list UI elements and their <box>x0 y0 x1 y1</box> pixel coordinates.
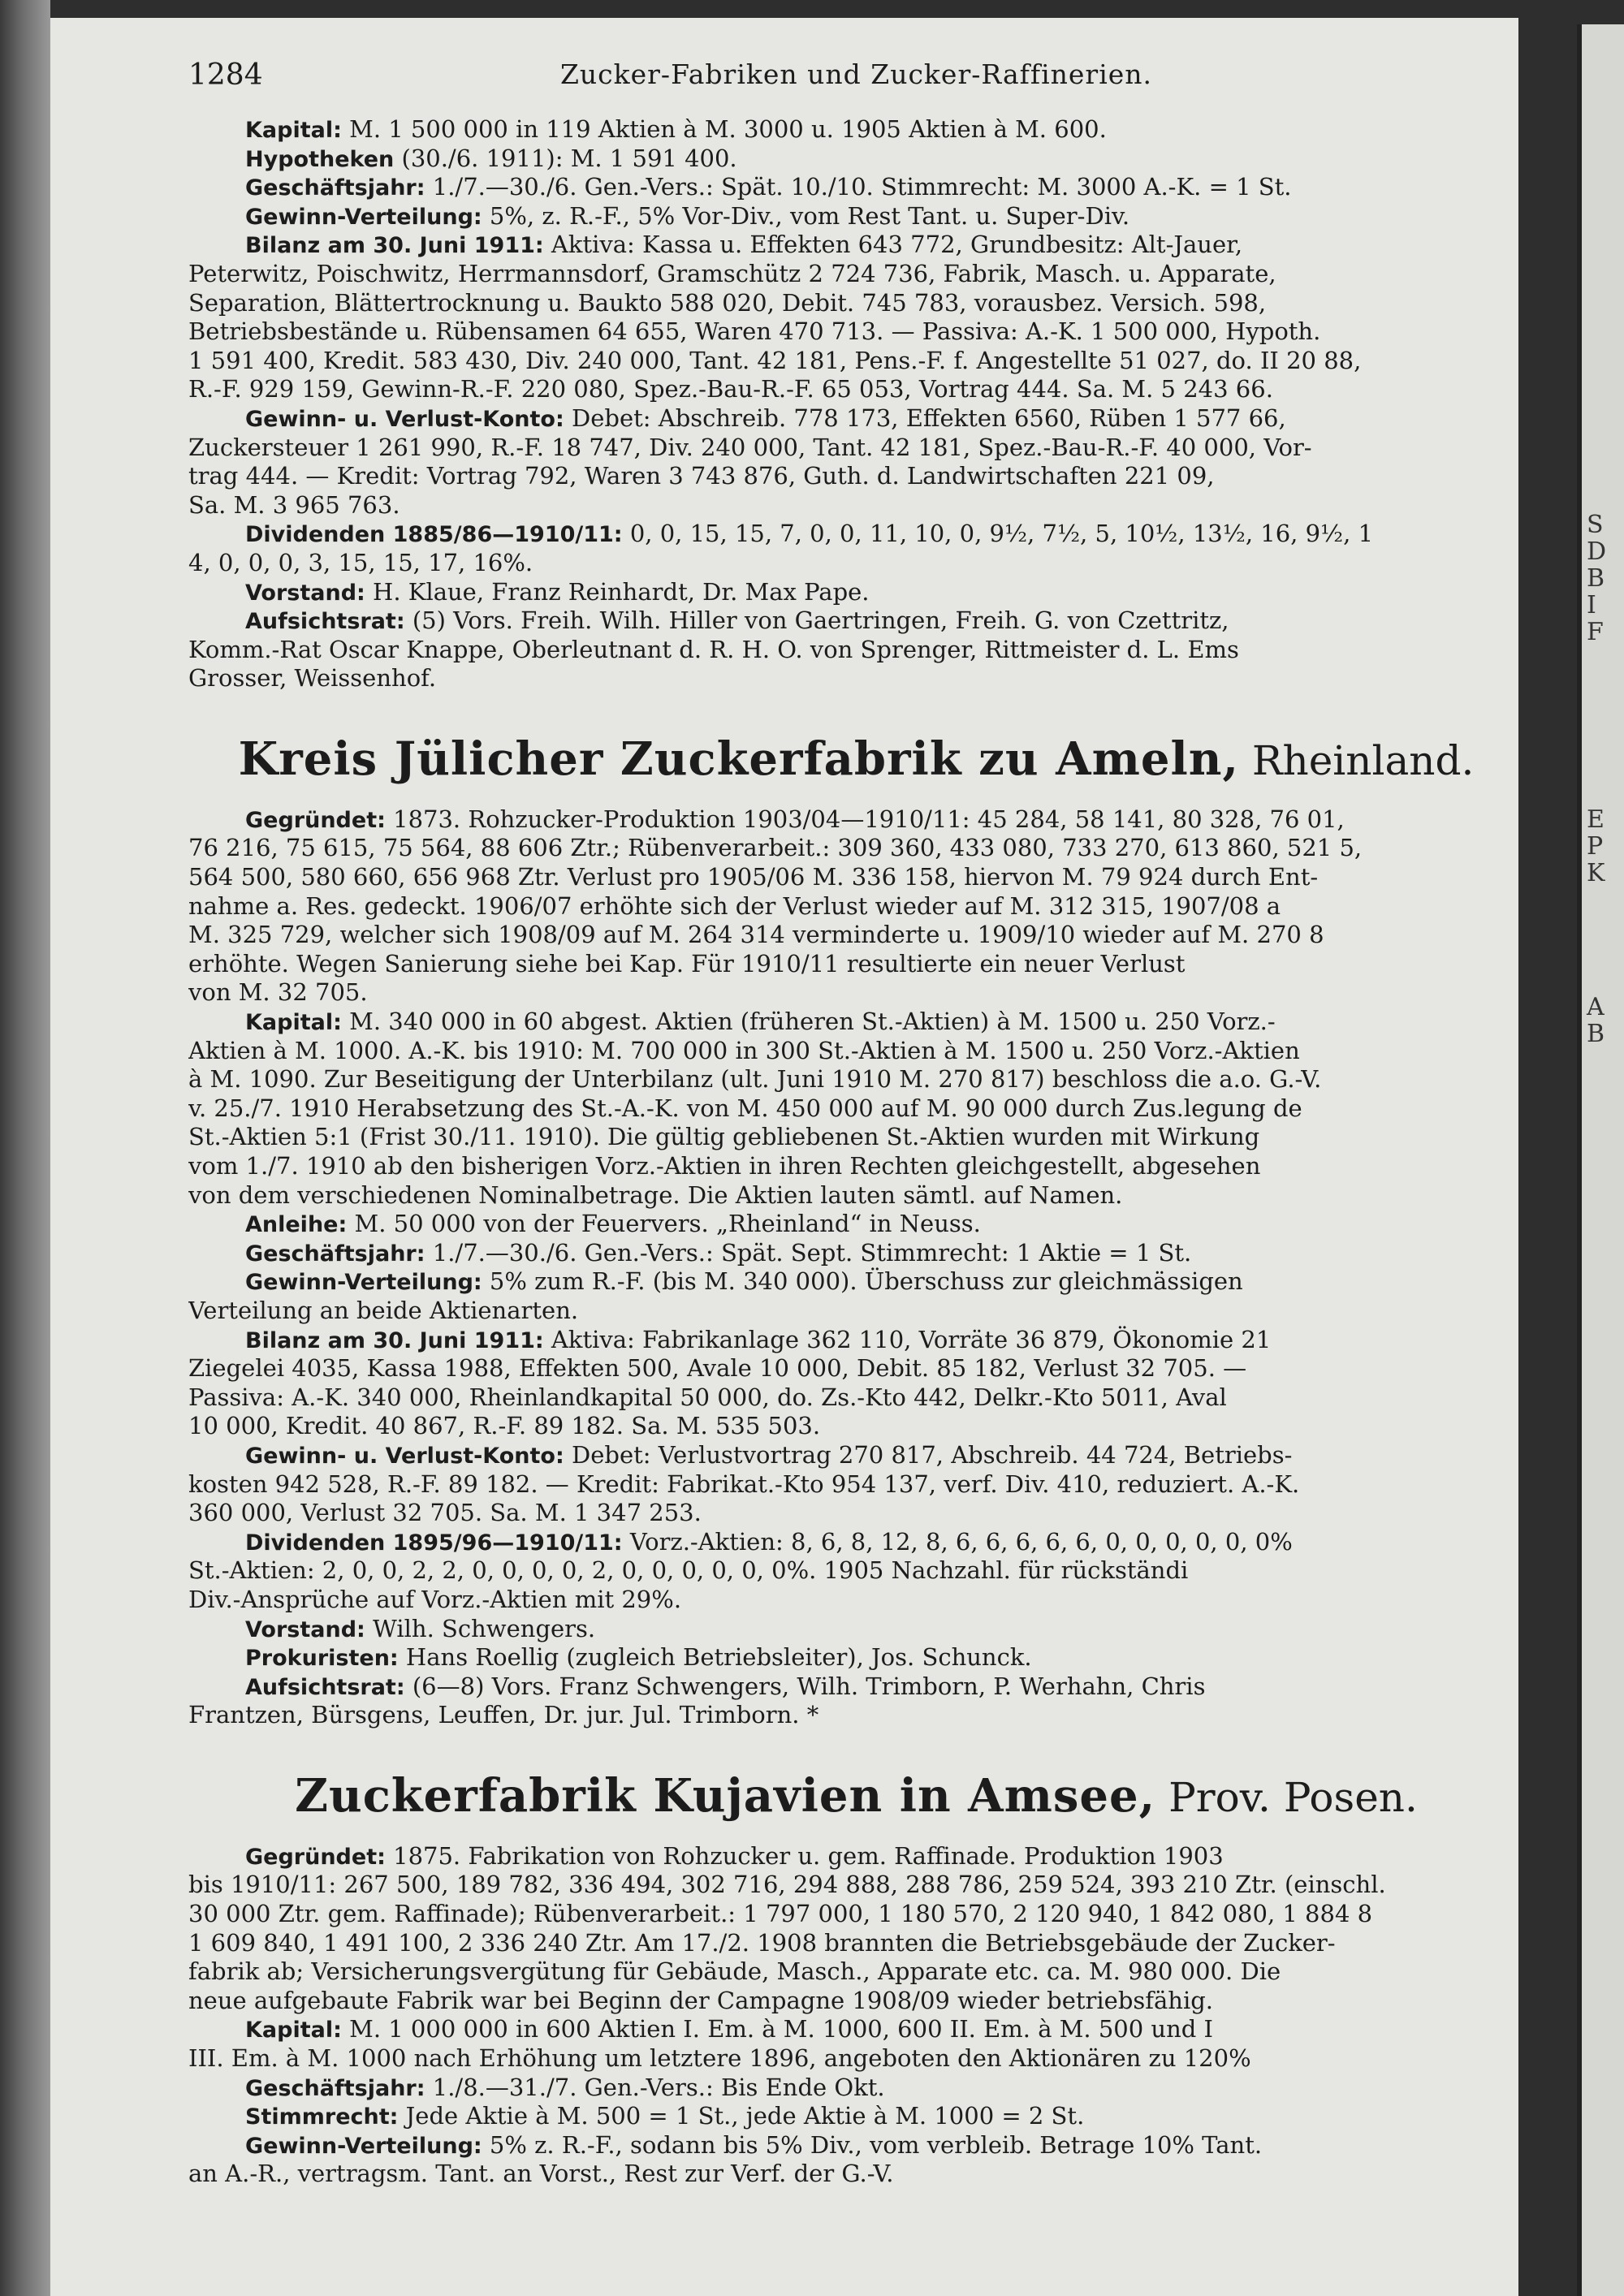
text-line <box>188 1210 1518 1239</box>
field-text: trag 444. — Kredit: Vortrag 792, Waren 3 743 876, Guth. d. Landwirtschaften 221 09, <box>188 462 1215 490</box>
field-label: Aufsichtsrat: <box>245 1674 405 1700</box>
adjacent-page-text: S D B I F E P K A B <box>1587 511 1607 1048</box>
field-text: bis 1910/11: 267 500, 189 782, 336 494, 302 716, 294 888, 288 786, 259 524, 393 210 Ztr. (einschl. <box>188 1871 1386 1899</box>
text-line <box>188 606 1518 636</box>
field-text: 564 500, 580 660, 656 968 Ztr. Verlust pro 1905/06 M. 336 158, hiervon M. 79 924 durch Ent- <box>188 863 1319 891</box>
field-text: Sa. M. 3 965 763. <box>188 490 400 519</box>
field-label: Aufsichtsrat: <box>245 609 405 635</box>
page-number: 1284 <box>188 58 263 92</box>
field-label: Gegründet: <box>245 1844 386 1870</box>
field-text: Betriebsbestände u. Rübensamen 64 655, Waren 470 713. — Passiva: A.-K. 1 500 000, Hypoth. <box>188 317 1321 346</box>
text-line <box>188 1528 1518 1557</box>
field-text: 5% zum R.-F. (bis M. 340 000). Überschuss zur gleichmässigen <box>482 1267 1243 1296</box>
field-text: 1 591 400, Kredit. 583 430, Div. 240 000, Tant. 42 181, Pens.-F. f. Angestellte 51 027, do. II 20 88, <box>188 346 1362 374</box>
field-text: vom 1./7. 1910 ab den bisherigen Vorz.-Aktien in ihren Rechten gleichgestellt, abgesehen <box>188 1152 1261 1180</box>
field-label: Vorstand: <box>245 580 365 606</box>
field-text: Passiva: A.-K. 340 000, Rheinlandkapital 50 000, do. Zs.-Kto 442, Delkr.-Kto 5011, Aval <box>188 1383 1227 1411</box>
text-line <box>188 978 1518 1008</box>
field-text: v. 25./7. 1910 Herabsetzung des St.-A.-K. von M. 450 000 auf M. 90 000 durch Zus.legung de <box>188 1094 1302 1122</box>
text-line <box>188 1354 1518 1383</box>
text-line <box>188 1297 1518 1326</box>
field-label: Kapital: <box>245 1010 342 1036</box>
field-text: 30 000 Ztr. gem. Raffinade); Rübenverarbeit.: 1 797 000, 1 180 570, 2 120 940, 1 842 080, 1 884 8 <box>188 1900 1373 1928</box>
text-line <box>188 921 1518 950</box>
text-line <box>188 462 1518 491</box>
text-line <box>188 578 1518 607</box>
section-heading-ameln <box>188 731 1518 788</box>
field-label: Bilanz am 30. Juni 1911: <box>245 1327 544 1353</box>
page-content <box>188 50 1518 2189</box>
text-line <box>188 549 1518 578</box>
adjacent-page-edge <box>1577 24 1624 2296</box>
text-line <box>188 2015 1518 2044</box>
text-line <box>188 950 1518 979</box>
text-line <box>188 260 1518 289</box>
field-text: Jede Aktie à M. 500 = 1 St., jede Aktie à M. 1000 = 2 St. <box>398 2102 1085 2130</box>
field-label: Gewinn-Verteilung: <box>245 2133 482 2159</box>
text-line <box>188 491 1518 520</box>
text-line <box>188 1643 1518 1672</box>
field-label: Gewinn- u. Verlust-Konto: <box>245 1443 564 1469</box>
field-text: Frantzen, Bürsgens, Leuffen, Dr. jur. Jul. Trimborn. * <box>188 1701 819 1729</box>
field-label: Hypotheken <box>245 146 395 172</box>
text-line <box>188 1586 1518 1615</box>
text-line <box>188 1842 1518 1871</box>
text-line <box>188 1615 1518 1644</box>
field-label: Geschäftsjahr: <box>245 1241 425 1267</box>
text-line <box>188 805 1518 835</box>
field-text: 1./7.—30./6. Gen.-Vers.: Spät. Sept. Stimmrecht: 1 Aktie = 1 St. <box>425 1238 1192 1267</box>
field-text: 1./7.—30./6. Gen.-Vers.: Spät. 10./10. Stimmrecht: M. 3000 A.-K. = 1 St. <box>425 173 1292 201</box>
text-line <box>188 1008 1518 1037</box>
field-text: Verteilung an beide Aktienarten. <box>188 1296 579 1324</box>
text-line <box>188 1701 1518 1730</box>
field-text: Ziegelei 4035, Kassa 1988, Effekten 500, Avale 10 000, Debit. 85 182, Verlust 32 705. — <box>188 1354 1247 1383</box>
text-line <box>188 2044 1518 2074</box>
field-text: Komm.-Rat Oscar Knappe, Oberleutnant d. R. H. O. von Sprenger, Rittmeister d. L. Ems <box>188 635 1239 663</box>
text-line <box>188 1326 1518 1355</box>
text-line <box>188 1556 1518 1586</box>
field-text: Aktiva: Kassa u. Effekten 643 772, Grundbesitz: Alt-Jauer, <box>543 231 1243 259</box>
field-text: Aktiva: Fabrikanlage 362 110, Vorräte 36 879, Ökonomie 21 <box>543 1325 1272 1353</box>
field-text: St.-Aktien 5:1 (Frist 30./11. 1910). Die gültig gebliebenen St.-Aktien wurden mit Wirkung <box>188 1123 1260 1151</box>
field-text: 76 216, 75 615, 75 564, 88 606 Ztr.; Rübenverarbeit.: 309 360, 433 080, 733 270, 613 860, 521 5, <box>188 834 1363 862</box>
text-line <box>188 145 1518 174</box>
field-text: 360 000, Verlust 32 705. Sa. M. 1 347 253. <box>188 1499 702 1527</box>
field-text: an A.-R., vertragsm. Tant. an Vorst., Rest zur Verf. der G.-V. <box>188 2160 894 2188</box>
field-text: (30./6. 1911): M. 1 591 400. <box>394 144 737 172</box>
text-line <box>188 347 1518 376</box>
field-text: 10 000, Kredit. 40 867, R.-F. 89 182. Sa. M. 535 503. <box>188 1412 821 1440</box>
text-line <box>188 173 1518 202</box>
field-text: Debet: Verlustvortrag 270 817, Abschreib. 44 724, Betriebs- <box>564 1440 1293 1469</box>
section-heading-kujavien <box>188 1767 1518 1824</box>
text-line <box>188 2160 1518 2189</box>
section-company-1 <box>188 115 1518 693</box>
text-line <box>188 1065 1518 1094</box>
text-line <box>188 1900 1518 1929</box>
field-text: kosten 942 528, R.-F. 89 182. — Kredit: Fabrikat.-Kto 954 137, verf. Div. 410, reduziert. A.-K. <box>188 1470 1300 1498</box>
field-text: Wilh. Schwengers. <box>365 1614 596 1642</box>
field-text: (6—8) Vors. Franz Schwengers, Wilh. Trimborn, P. Werhahn, Chris <box>404 1672 1206 1700</box>
field-label: Bilanz am 30. Juni 1911: <box>245 233 544 259</box>
field-text: M. 50 000 von der Feuervers. „Rheinland“ in Neuss. <box>347 1210 981 1238</box>
field-label: Anleihe: <box>245 1212 348 1238</box>
field-text: fabrik ab; Versicherungsvergütung für Gebäude, Masch., Apparate etc. ca. M. 980 000. Die <box>188 1957 1281 1986</box>
text-line <box>188 1181 1518 1211</box>
field-text: 1./8.—31./7. Gen.-Vers.: Bis Ende Okt. <box>425 2073 885 2101</box>
page-header <box>188 50 1518 115</box>
text-line <box>188 1412 1518 1441</box>
field-label: Geschäftsjahr: <box>245 175 425 201</box>
field-label: Gewinn-Verteilung: <box>245 204 482 230</box>
text-line <box>188 317 1518 347</box>
field-text: III. Em. à M. 1000 nach Erhöhung um letztere 1896, angeboten den Aktionären zu 120% <box>188 2044 1251 2073</box>
field-text: Aktien à M. 1000. A.-K. bis 1910: M. 700 000 in 300 St.-Aktien à M. 1500 u. 250 Vorz.-Aktien <box>188 1036 1300 1064</box>
field-label: Prokuristen: <box>245 1646 399 1672</box>
text-line <box>188 2131 1518 2160</box>
section-ameln <box>188 805 1518 1730</box>
text-line <box>188 1987 1518 2016</box>
field-text: M. 340 000 in 60 abgest. Aktien (früheren St.-Aktien) à M. 1500 u. 250 Vorz.- <box>341 1008 1276 1036</box>
heading-region: Prov. Posen. <box>1155 1773 1418 1821</box>
text-line <box>188 1383 1518 1413</box>
field-label: Stimmrecht: <box>245 2104 399 2130</box>
text-line <box>188 2102 1518 2131</box>
field-label: Gegründet: <box>245 807 386 833</box>
field-text: 0, 0, 15, 15, 7, 0, 0, 11, 10, 0, 9½, 7½, 5, 10½, 13½, 16, 9½, 1 <box>622 520 1374 548</box>
text-line <box>188 1094 1518 1124</box>
field-text: nahme a. Res. gedeckt. 1906/07 erhöhte sich der Verlust wieder auf M. 312 315, 1907/08 a <box>188 891 1281 920</box>
document-page <box>50 18 1518 2296</box>
field-text: M. 1 500 000 in 119 Aktien à M. 3000 u. 1905 Aktien à M. 600. <box>341 115 1107 143</box>
field-text: Zuckersteuer 1 261 990, R.-F. 18 747, Div. 240 000, Tant. 42 181, Spez.-Bau-R.-F. 40 000, Vor- <box>188 433 1312 461</box>
field-text: M. 1 000 000 in 600 Aktien I. Em. à M. 1000, 600 II. Em. à M. 500 und I <box>341 2015 1214 2044</box>
field-text: Debet: Abschreib. 778 173, Effekten 6560, Rüben 1 577 66, <box>564 404 1286 432</box>
heading-region: Rheinland. <box>1238 736 1475 784</box>
text-line <box>188 636 1518 665</box>
text-line <box>188 863 1518 892</box>
heading-main: Zuckerfabrik Kujavien in Amsee, <box>295 1768 1156 1823</box>
field-text: von M. 32 705. <box>188 978 368 1007</box>
field-text: Vorz.-Aktien: 8, 6, 8, 12, 8, 6, 6, 6, 6, 6, 0, 0, 0, 0, 0, 0% <box>622 1527 1293 1556</box>
text-line <box>188 1470 1518 1500</box>
text-line <box>188 1239 1518 1268</box>
field-text: neue aufgebaute Fabrik war bei Beginn der Campagne 1908/09 wieder betriebsfähig. <box>188 1986 1214 2014</box>
section-kujavien <box>188 1842 1518 2189</box>
text-line <box>188 1871 1518 1900</box>
text-line <box>188 231 1518 260</box>
field-text: 1 609 840, 1 491 100, 2 336 240 Ztr. Am 17./2. 1908 brannten die Betriebsgebäude der Zucker- <box>188 1928 1336 1957</box>
text-line <box>188 434 1518 463</box>
field-label: Geschäftsjahr: <box>245 2075 425 2101</box>
text-line <box>188 375 1518 404</box>
text-line <box>188 202 1518 231</box>
text-line <box>188 1037 1518 1066</box>
field-label: Vorstand: <box>245 1616 365 1642</box>
text-line <box>188 1152 1518 1181</box>
text-line <box>188 1499 1518 1528</box>
field-label: Gewinn-Verteilung: <box>245 1270 482 1296</box>
field-text: Peterwitz, Poischwitz, Herrmannsdorf, Gramschütz 2 724 736, Fabrik, Masch. u. Apparate, <box>188 259 1276 287</box>
text-line <box>188 2074 1518 2103</box>
field-text: 5% z. R.-F., sodann bis 5% Div., vom verbleib. Betrage 10% Tant. <box>482 2130 1263 2159</box>
text-line <box>188 1929 1518 1958</box>
field-text: (5) Vors. Freih. Wilh. Hiller von Gaertringen, Freih. G. von Czettritz, <box>404 606 1229 635</box>
text-line <box>188 115 1518 145</box>
text-line <box>188 404 1518 434</box>
field-text: 1875. Fabrikation von Rohzucker u. gem. Raffinade. Produktion 1903 <box>385 1841 1224 1870</box>
field-label: Gewinn- u. Verlust-Konto: <box>245 406 564 432</box>
field-text: 4, 0, 0, 0, 3, 15, 15, 17, 16%. <box>188 548 533 576</box>
field-label: Kapital: <box>245 118 342 143</box>
field-label: Dividenden 1895/96—1910/11: <box>245 1530 623 1556</box>
field-text: 1873. Rohzucker-Produktion 1903/04—1910/11: 45 284, 58 141, 80 328, 76 01, <box>385 805 1345 833</box>
field-text: Hans Roellig (zugleich Betriebsleiter), Jos. Schunck. <box>398 1643 1032 1672</box>
text-line <box>188 1267 1518 1297</box>
text-line <box>188 892 1518 921</box>
text-line <box>188 834 1518 863</box>
field-text: von dem verschiedenen Nominalbetrage. Die Aktien lauten sämtl. auf Namen. <box>188 1180 1123 1209</box>
field-label: Kapital: <box>245 2018 342 2044</box>
heading-main: Kreis Jülicher Zuckerfabrik zu Ameln, <box>238 732 1239 786</box>
text-line <box>188 664 1518 693</box>
text-line <box>188 1957 1518 1987</box>
field-text: Grosser, Weissenhof. <box>188 664 437 693</box>
scan-left-edge <box>0 0 50 2296</box>
running-title: Zucker-Fabriken und Zucker-Raffinerien. <box>559 58 1153 90</box>
text-line <box>188 520 1518 549</box>
field-text: H. Klaue, Franz Reinhardt, Dr. Max Pape. <box>365 577 870 606</box>
field-text: St.-Aktien: 2, 0, 0, 2, 2, 0, 0, 0, 0, 2, 0, 0, 0, 0, 0, 0%. 1905 Nachzahl. für rückständi <box>188 1556 1189 1585</box>
field-text: R.-F. 929 159, Gewinn-R.-F. 220 080, Spez.-Bau-R.-F. 65 053, Vortrag 444. Sa. M. 5 243 66. <box>188 375 1273 404</box>
field-text: erhöhte. Wegen Sanierung siehe bei Kap. Für 1910/11 resultierte ein neuer Verlust <box>188 949 1186 978</box>
field-text: M. 325 729, welcher sich 1908/09 auf M. 264 314 verminderte u. 1909/10 wieder auf M. 270 8 <box>188 921 1324 949</box>
field-text: 5%, z. R.-F., 5% Vor-Div., vom Rest Tant. u. Super-Div. <box>482 201 1130 230</box>
text-line <box>188 1123 1518 1152</box>
text-line <box>188 1672 1518 1702</box>
field-text: à M. 1090. Zur Beseitigung der Unterbilanz (ult. Juni 1910 M. 270 817) beschloss die a.o. G.-V. <box>188 1065 1322 1094</box>
field-label: Dividenden 1885/86—1910/11: <box>245 522 623 548</box>
text-line <box>188 289 1518 318</box>
field-text: Div.-Ansprüche auf Vorz.-Aktien mit 29%. <box>188 1585 682 1613</box>
field-text: Separation, Blättertrocknung u. Baukto 588 020, Debit. 745 783, vorausbez. Versich. 598, <box>188 288 1267 317</box>
text-line <box>188 1441 1518 1470</box>
